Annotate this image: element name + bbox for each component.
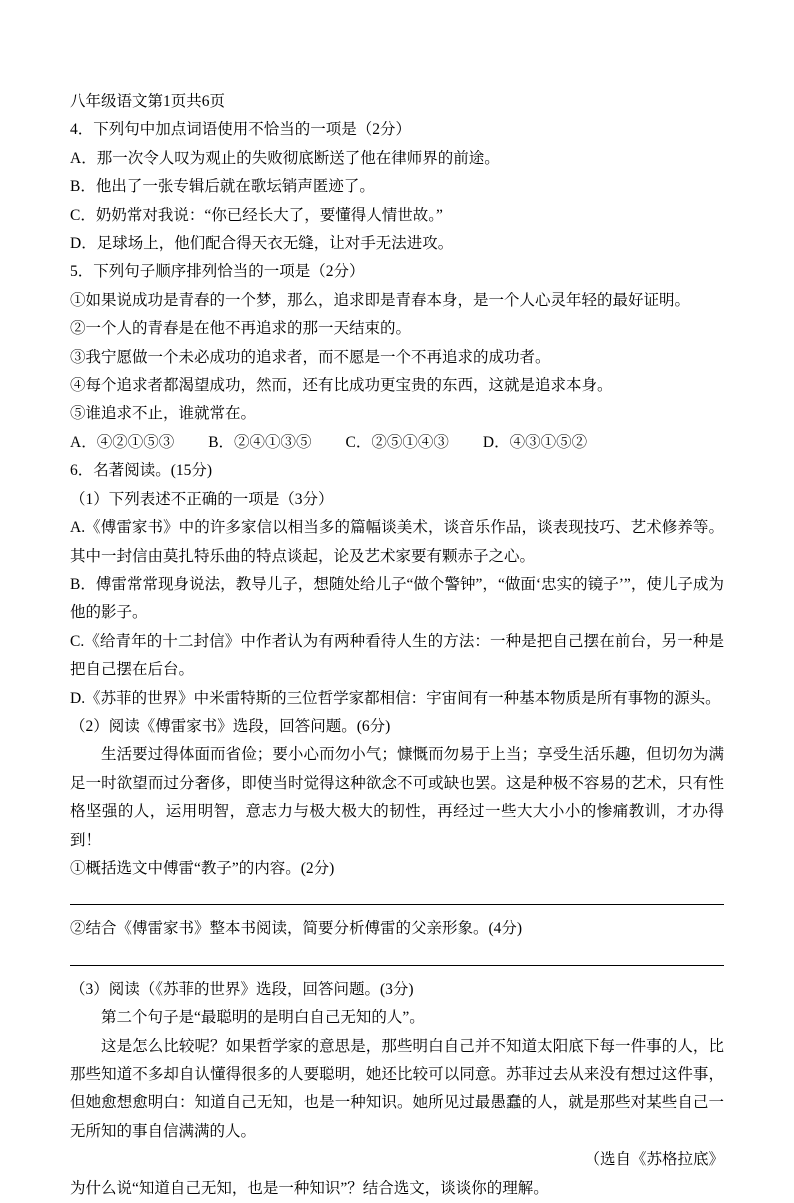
q5-sentence-3: ③我宁愿做一个未必成功的追求者，而不愿是一个不再追求的成功者。 bbox=[70, 348, 551, 366]
q6-part2-sub2: ②结合《傅雷家书》整本书阅读，简要分析傅雷的父亲形象。(4分) bbox=[70, 920, 523, 938]
q5-choice-c: C．②⑤①④③ bbox=[345, 433, 449, 451]
q6-part3-para2: 这是怎么比较呢？如果哲学家的意思是，那些明白自己并不知道太阳底下每一件事的人，比那些知道不多却自认懂得很多的人要聪明，她还比较可以同意。苏菲过去从来没有想过这件事，但她愈想愈明白：知道自己无知，也是一种知识。她所见过最愚蠢的人，就是那些对某些自己一无所知的事自信满满的人。 bbox=[70, 1037, 724, 1140]
q5-sentence-2: ②一个人的青春是在他不再追求的那一天结束的。 bbox=[70, 320, 412, 338]
q6-part1-option-b: B．傅雷常常现身说法，教导儿子，想随处给儿子“做个警钟”，“做面‘忠实的镜子’”，使儿子成为他的影子。 bbox=[70, 575, 724, 622]
q6-part3-stem: （3）阅读（《苏菲的世界》选段，回答问题。(3分) bbox=[70, 980, 414, 998]
q6-part3-question: 为什么说“知道自己无知，也是一种知识”？结合选文，谈谈你的理解。 bbox=[70, 1179, 549, 1197]
q6-part1-option-d: D.《苏菲的世界》中米雷特斯的三位哲学家都相信：宇宙间有一种基本物质是所有事物的源头。 bbox=[70, 689, 721, 707]
q6-part1-option-c: C.《给青年的十二封信》中作者认为有两种看待人生的方法：一种是把自己摆在前台，另一种是把自己摆在后台。 bbox=[70, 632, 724, 679]
q5-sentence-4: ④每个追求者都渴望成功，然而，还有比成功更宝贵的东西，这就是追求本身。 bbox=[70, 377, 613, 395]
q4-option-b: B．他出了一张专辑后就在歌坛销声匿迹了。 bbox=[70, 178, 375, 196]
page-header: 八年级语文第1页共6页 bbox=[70, 93, 226, 110]
answer-line-1 bbox=[70, 883, 724, 905]
q5-stem: 5．下列句子顺序排列恰当的一项是（2分） bbox=[70, 263, 365, 281]
q6-part2-stem: （2）阅读《傅雷家书》选段，回答问题。(6分) bbox=[70, 717, 391, 735]
q5-choice-a: A．④②①⑤③ bbox=[70, 433, 175, 451]
q4-option-a: A．那一次令人叹为观止的失败彻底断送了他在律师界的前途。 bbox=[70, 149, 500, 167]
q6-part1-option-a: A.《傅雷家书》中的许多家信以相当多的篇幅谈美术，谈音乐作品，谈表现技巧、艺术修养等。其中一封信由莫扎特乐曲的特点谈起，论及艺术家要有颗赤子之心。 bbox=[70, 519, 724, 565]
q4-option-d: D．足球场上，他们配合得天衣无缝，让对手无法进攻。 bbox=[70, 235, 454, 253]
q6-part3-para1: 第二个句子是“最聪明的是明白自己无知的人”。 bbox=[101, 1009, 425, 1027]
q5-choices-row bbox=[70, 429, 724, 457]
q5-choice-d: D．④③①⑤② bbox=[482, 433, 588, 451]
q6-part2-sub1: ①概括选文中傅雷“教子”的内容。(2分) bbox=[70, 859, 335, 877]
q5-sentence-1: ①如果说成功是青春的一个梦，那么，追求即是青春本身，是一个人心灵年轻的最好证明。 bbox=[70, 291, 691, 309]
q5-choice-b: B．②④①③⑤ bbox=[208, 433, 312, 451]
q4-option-c: C．奶奶常对我说：“你已经长大了，要懂得人情世故。” bbox=[70, 206, 443, 224]
q6-part1-stem: （1）下列表述不正确的一项是（3分） bbox=[70, 490, 334, 508]
answer-line-2 bbox=[70, 944, 724, 966]
q4-stem: 4．下列句中加点词语使用不恰当的一项是（2分） bbox=[70, 121, 412, 139]
q5-sentence-5: ⑤谁追求不止，谁就常在。 bbox=[70, 405, 257, 423]
q6-stem: 6．名著阅读。(15分) bbox=[70, 462, 213, 480]
q6-part2-passage: 生活要过得体面而省俭；要小心而勿小气；慷慨而勿易于上当；享受生活乐趣，但切勿为满足一时欲望而过分奢侈，即使当时觉得这种欲念不可或缺也罢。这是种极不容易的艺术，只有性格坚强的人，运用明智，意志力与极大极大的韧性，再经过一些大大小小的惨痛教训，才办得到！ bbox=[70, 746, 724, 849]
q6-part3-source: （选自《苏格拉底》 bbox=[584, 1151, 724, 1169]
